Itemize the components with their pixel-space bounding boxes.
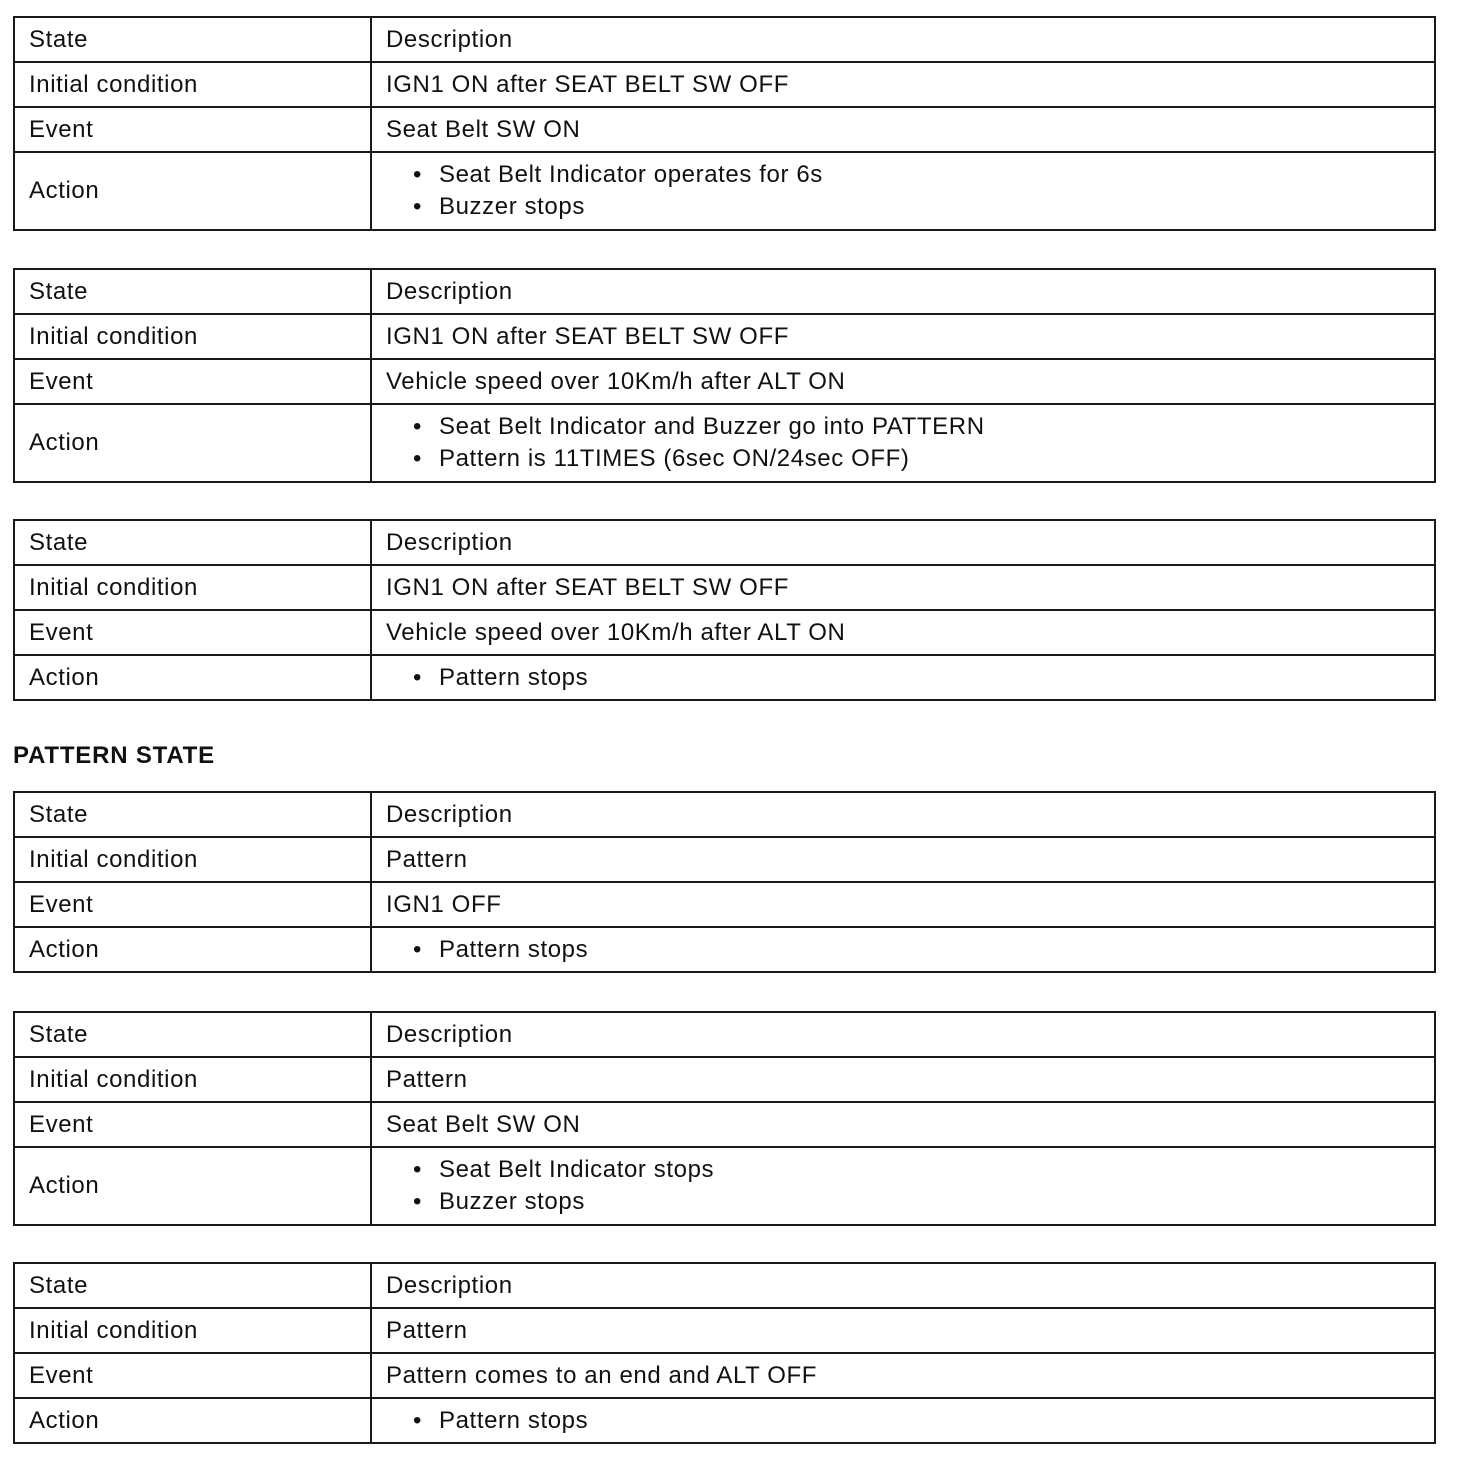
event-label: Event bbox=[14, 1353, 371, 1398]
action-list bbox=[372, 159, 1420, 223]
action-value bbox=[371, 1398, 1435, 1443]
event-value: Vehicle speed over 10Km/h after ALT ON bbox=[371, 359, 1435, 404]
action-list bbox=[372, 934, 1420, 966]
initial-condition-row bbox=[14, 314, 1435, 359]
action-value bbox=[371, 152, 1435, 230]
event-label: Event bbox=[14, 882, 371, 927]
pattern-table-1 bbox=[13, 791, 1436, 973]
bullet-icon: • bbox=[413, 445, 423, 472]
action-value bbox=[371, 655, 1435, 700]
bullet-icon: • bbox=[413, 1188, 423, 1215]
state-header: State bbox=[14, 17, 371, 62]
event-row bbox=[14, 882, 1435, 927]
action-item-text: Pattern stops bbox=[439, 663, 589, 691]
action-item bbox=[410, 159, 1420, 191]
action-item-text: Pattern is 11TIMES (6sec ON/24sec OFF) bbox=[439, 445, 910, 472]
initial-condition-value: Pattern bbox=[371, 1057, 1435, 1102]
initial-condition-value: IGN1 ON after SEAT BELT SW OFF bbox=[371, 314, 1435, 359]
event-row bbox=[14, 107, 1435, 152]
action-value bbox=[371, 404, 1435, 482]
action-row bbox=[14, 1398, 1435, 1443]
bullet-icon: • bbox=[413, 663, 423, 691]
bullet-icon: • bbox=[413, 161, 423, 188]
state-header: State bbox=[14, 269, 371, 314]
bullet-icon: • bbox=[413, 1156, 423, 1183]
action-label: Action bbox=[14, 655, 371, 700]
state-table-2 bbox=[13, 268, 1436, 483]
initial-condition-row bbox=[14, 565, 1435, 610]
initial-condition-value: IGN1 ON after SEAT BELT SW OFF bbox=[371, 565, 1435, 610]
header-row bbox=[14, 17, 1435, 62]
action-item bbox=[410, 411, 1420, 443]
description-header: Description bbox=[371, 792, 1435, 837]
event-value: Seat Belt SW ON bbox=[371, 107, 1435, 152]
bullet-icon: • bbox=[413, 413, 423, 440]
initial-condition-row bbox=[14, 1308, 1435, 1353]
action-item-text: Seat Belt Indicator stops bbox=[439, 1156, 715, 1183]
bullet-icon: • bbox=[413, 1406, 423, 1434]
action-item-text: Buzzer stops bbox=[439, 193, 585, 220]
description-header: Description bbox=[371, 17, 1435, 62]
state-header: State bbox=[14, 792, 371, 837]
action-value bbox=[371, 927, 1435, 972]
action-item bbox=[410, 1405, 1420, 1437]
action-item-text: Seat Belt Indicator operates for 6s bbox=[439, 161, 823, 188]
event-value: Pattern comes to an end and ALT OFF bbox=[371, 1353, 1435, 1398]
action-item bbox=[410, 934, 1420, 966]
description-header: Description bbox=[371, 1263, 1435, 1308]
initial-condition-label: Initial condition bbox=[14, 565, 371, 610]
action-item-text: Seat Belt Indicator and Buzzer go into PATTERN bbox=[439, 413, 985, 440]
description-header: Description bbox=[371, 269, 1435, 314]
action-list bbox=[372, 1154, 1420, 1218]
initial-condition-label: Initial condition bbox=[14, 62, 371, 107]
action-label: Action bbox=[14, 1147, 371, 1225]
event-label: Event bbox=[14, 610, 371, 655]
state-header: State bbox=[14, 1012, 371, 1057]
header-row bbox=[14, 792, 1435, 837]
section-heading: PATTERN STATE bbox=[13, 742, 215, 769]
initial-condition-value: Pattern bbox=[371, 1308, 1435, 1353]
event-label: Event bbox=[14, 107, 371, 152]
action-label: Action bbox=[14, 1398, 371, 1443]
header-row bbox=[14, 1012, 1435, 1057]
action-item-text: Pattern stops bbox=[439, 1406, 589, 1434]
action-value bbox=[371, 1147, 1435, 1225]
header-row bbox=[14, 269, 1435, 314]
event-value: Vehicle speed over 10Km/h after ALT ON bbox=[371, 610, 1435, 655]
action-label: Action bbox=[14, 927, 371, 972]
initial-condition-row bbox=[14, 62, 1435, 107]
initial-condition-value: Pattern bbox=[371, 837, 1435, 882]
action-item bbox=[410, 1186, 1420, 1218]
event-value: Seat Belt SW ON bbox=[371, 1102, 1435, 1147]
action-item bbox=[410, 191, 1420, 223]
initial-condition-label: Initial condition bbox=[14, 314, 371, 359]
action-item-text: Buzzer stops bbox=[439, 1188, 585, 1215]
action-label: Action bbox=[14, 404, 371, 482]
description-header: Description bbox=[371, 1012, 1435, 1057]
action-item-text: Pattern stops bbox=[439, 935, 589, 963]
action-label: Action bbox=[14, 152, 371, 230]
state-header: State bbox=[14, 1263, 371, 1308]
initial-condition-label: Initial condition bbox=[14, 837, 371, 882]
event-row bbox=[14, 359, 1435, 404]
action-row bbox=[14, 152, 1435, 230]
initial-condition-label: Initial condition bbox=[14, 1308, 371, 1353]
pattern-table-2 bbox=[13, 1011, 1436, 1226]
action-list bbox=[372, 1405, 1420, 1437]
event-label: Event bbox=[14, 359, 371, 404]
action-row bbox=[14, 404, 1435, 482]
header-row bbox=[14, 520, 1435, 565]
initial-condition-row bbox=[14, 1057, 1435, 1102]
action-row bbox=[14, 1147, 1435, 1225]
event-label: Event bbox=[14, 1102, 371, 1147]
event-row bbox=[14, 1353, 1435, 1398]
event-row bbox=[14, 610, 1435, 655]
action-row bbox=[14, 655, 1435, 700]
bullet-icon: • bbox=[413, 193, 423, 220]
description-header: Description bbox=[371, 520, 1435, 565]
action-list bbox=[372, 411, 1420, 475]
state-table-3 bbox=[13, 519, 1436, 701]
action-item bbox=[410, 443, 1420, 475]
pattern-table-3 bbox=[13, 1262, 1436, 1444]
event-row bbox=[14, 1102, 1435, 1147]
initial-condition-row bbox=[14, 837, 1435, 882]
action-item bbox=[410, 1154, 1420, 1186]
initial-condition-label: Initial condition bbox=[14, 1057, 371, 1102]
action-row bbox=[14, 927, 1435, 972]
event-value: IGN1 OFF bbox=[371, 882, 1435, 927]
action-list bbox=[372, 662, 1420, 694]
bullet-icon: • bbox=[413, 935, 423, 963]
header-row bbox=[14, 1263, 1435, 1308]
state-header: State bbox=[14, 520, 371, 565]
action-item bbox=[410, 662, 1420, 694]
state-table-1 bbox=[13, 16, 1436, 231]
initial-condition-value: IGN1 ON after SEAT BELT SW OFF bbox=[371, 62, 1435, 107]
